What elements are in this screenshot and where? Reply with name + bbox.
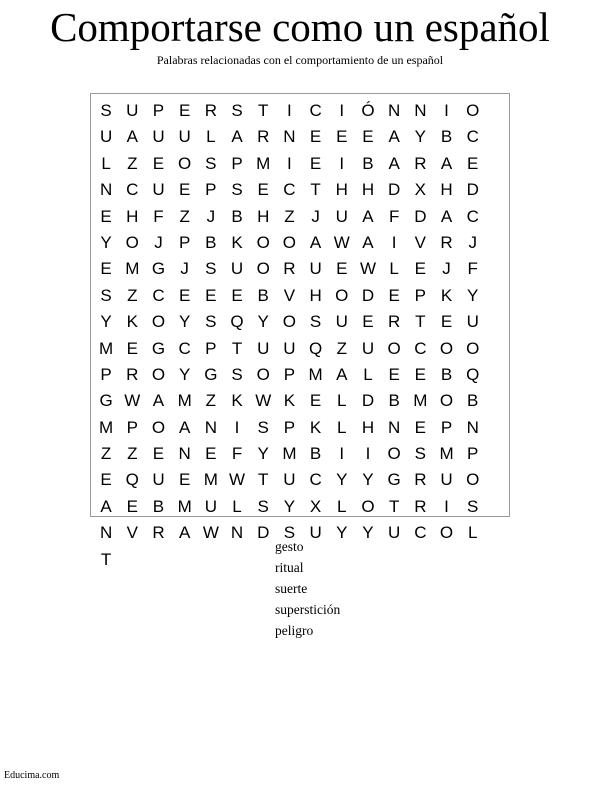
grid-letter: B bbox=[388, 391, 400, 411]
grid-letter: A bbox=[362, 232, 374, 252]
grid-letter: F bbox=[388, 206, 400, 226]
grid-letter: M bbox=[177, 496, 192, 516]
grid-letter: E bbox=[414, 259, 427, 279]
grid-letter: K bbox=[126, 312, 138, 332]
grid-letter: R bbox=[414, 470, 427, 490]
grid-letter: M bbox=[282, 444, 297, 464]
grid-letter: Y bbox=[100, 232, 112, 252]
grid-letter: G bbox=[387, 470, 401, 490]
grid-letter: G bbox=[204, 364, 218, 384]
grid-letter: G bbox=[99, 391, 113, 411]
grid-letter: O bbox=[151, 312, 166, 332]
grid-letter: D bbox=[466, 180, 479, 200]
grid-letter: Y bbox=[362, 470, 374, 490]
grid-letter: S bbox=[309, 312, 322, 332]
grid-letter: Z bbox=[127, 444, 138, 464]
grid-letter: Y bbox=[100, 312, 112, 332]
grid-letter: J bbox=[442, 259, 451, 279]
grid-letter: U bbox=[152, 127, 165, 147]
grid-letter: L bbox=[206, 127, 216, 147]
grid-letter: E bbox=[178, 470, 191, 490]
grid-letter: T bbox=[415, 312, 426, 332]
grid-letter: E bbox=[388, 364, 400, 384]
grid-letter: P bbox=[205, 338, 217, 358]
grid-letter: A bbox=[440, 206, 453, 226]
grid-letter: P bbox=[100, 364, 112, 384]
grid-letter: E bbox=[205, 285, 217, 305]
grid-letter: O bbox=[282, 232, 297, 252]
grid-letter: Z bbox=[179, 206, 190, 226]
grid-letter: O bbox=[125, 232, 139, 252]
grid-letter: S bbox=[414, 444, 427, 464]
grid-letter: P bbox=[283, 364, 296, 384]
grid-letter: A bbox=[178, 417, 191, 437]
grid-letter: Y bbox=[257, 444, 269, 464]
grid-letter: E bbox=[178, 101, 191, 120]
grid-letter: S bbox=[231, 180, 243, 200]
grid-letter: M bbox=[308, 364, 323, 384]
grid-letter: C bbox=[126, 180, 139, 200]
grid-letter: C bbox=[283, 180, 296, 200]
grid-letter: L bbox=[101, 153, 111, 173]
grid-letter: S bbox=[257, 496, 269, 516]
grid-letter: C bbox=[178, 338, 191, 358]
grid-letter: E bbox=[309, 391, 322, 411]
grid-letter: E bbox=[257, 180, 269, 200]
grid-letter: X bbox=[414, 180, 427, 200]
grid-letter: J bbox=[468, 232, 477, 252]
grid-letter: Z bbox=[284, 206, 295, 226]
grid-letter: S bbox=[100, 101, 112, 120]
grid-letter: T bbox=[388, 496, 400, 516]
grid-letter: R bbox=[388, 312, 401, 332]
grid-letter: K bbox=[440, 285, 453, 305]
grid-letter: B bbox=[467, 391, 479, 411]
grid-letter: W bbox=[255, 391, 272, 411]
grid-letter: I bbox=[234, 417, 240, 437]
grid-letter: S bbox=[467, 496, 479, 516]
grid-letter: Y bbox=[178, 312, 191, 332]
grid-letter: R bbox=[204, 101, 217, 120]
grid-letter: H bbox=[126, 206, 139, 226]
grid-letter: U bbox=[257, 338, 270, 358]
grid-letter: E bbox=[178, 180, 191, 200]
grid-letter: P bbox=[152, 101, 165, 120]
grid-letter: O bbox=[439, 391, 454, 411]
grid-letter: O bbox=[151, 364, 166, 384]
grid-letter: H bbox=[440, 180, 453, 200]
grid-letter: E bbox=[336, 259, 348, 279]
grid-letter: W bbox=[333, 232, 350, 252]
grid-letter: S bbox=[205, 153, 217, 173]
grid-letter: P bbox=[414, 285, 427, 305]
grid-letter: U bbox=[283, 470, 296, 490]
grid-letter: E bbox=[231, 285, 243, 305]
grid-letter: P bbox=[205, 180, 217, 200]
page-subtitle: Palabras relacionadas con el comportamiento de un español bbox=[156, 53, 444, 67]
grid-letter: B bbox=[440, 364, 453, 384]
grid-letter: O bbox=[387, 338, 401, 358]
grid-letter: O bbox=[282, 312, 297, 332]
grid-letter: E bbox=[362, 312, 374, 332]
grid-letter: E bbox=[126, 338, 138, 358]
grid-letter: U bbox=[283, 338, 296, 358]
grid-letter: K bbox=[231, 391, 243, 411]
grid-letter: F bbox=[231, 444, 243, 464]
grid-letter: W bbox=[229, 470, 246, 490]
grid-letter: I bbox=[287, 153, 292, 173]
grid-letter: E bbox=[362, 127, 374, 147]
grid-letter: Q bbox=[466, 364, 480, 384]
grid-letter: S bbox=[205, 259, 217, 279]
grid-letter: E bbox=[152, 153, 165, 173]
grid-letter: L bbox=[363, 364, 373, 384]
grid-letter: U bbox=[152, 470, 165, 490]
grid-letter: R bbox=[257, 127, 270, 147]
grid-letter: I bbox=[444, 101, 449, 120]
grid-letter: P bbox=[467, 444, 479, 464]
grid-letter: Y bbox=[257, 312, 269, 332]
grid-letter: C bbox=[309, 470, 322, 490]
word-list-item: peligro bbox=[275, 623, 314, 638]
grid-letter: B bbox=[309, 444, 322, 464]
grid-letter: N bbox=[388, 101, 401, 120]
grid-letter: J bbox=[180, 259, 189, 279]
grid-letter: B bbox=[205, 232, 217, 252]
grid-letter: A bbox=[178, 523, 191, 543]
grid-letter: C bbox=[152, 285, 165, 305]
grid-letter: U bbox=[466, 312, 479, 332]
grid-letter: U bbox=[440, 470, 453, 490]
word-list-item: ritual bbox=[275, 560, 304, 575]
grid-letter: V bbox=[414, 232, 427, 252]
grid-letter: O bbox=[466, 101, 480, 120]
grid-letter: V bbox=[283, 285, 296, 305]
grid-letter: H bbox=[335, 180, 348, 200]
grid-letter: B bbox=[257, 285, 269, 305]
grid-letter: N bbox=[414, 101, 427, 120]
grid-letter: E bbox=[100, 259, 112, 279]
grid-letter: O bbox=[439, 523, 454, 543]
page-title: Comportarse como un español bbox=[50, 4, 550, 50]
grid-letter: A bbox=[388, 153, 400, 173]
word-list-item: gesto bbox=[275, 539, 304, 554]
grid-letter: E bbox=[100, 206, 112, 226]
grid-letter: T bbox=[100, 549, 112, 569]
grid-letter: Q bbox=[230, 312, 244, 332]
grid-letter: U bbox=[335, 312, 348, 332]
grid-letter: S bbox=[231, 101, 243, 120]
grid-letter: C bbox=[466, 127, 479, 147]
grid-letter: O bbox=[335, 285, 349, 305]
grid-letter: E bbox=[388, 285, 400, 305]
grid-letter: I bbox=[287, 101, 292, 120]
grid-letter: L bbox=[389, 259, 399, 279]
grid-letter: I bbox=[339, 444, 345, 464]
grid-letter: X bbox=[309, 496, 322, 516]
grid-letter: Y bbox=[178, 364, 191, 384]
grid-letter: E bbox=[467, 153, 479, 173]
grid-letter: E bbox=[178, 285, 191, 305]
grid-letter: L bbox=[467, 523, 478, 543]
grid-letter: A bbox=[100, 496, 112, 516]
grid-letter: N bbox=[388, 417, 401, 437]
grid-letter: D bbox=[388, 180, 401, 200]
grid-letter: W bbox=[202, 523, 219, 543]
grid-letter: K bbox=[283, 391, 296, 411]
grid-letter: U bbox=[230, 259, 244, 279]
grid-letter: D bbox=[361, 285, 375, 305]
grid-letter: B bbox=[362, 153, 374, 173]
grid-letter: I bbox=[444, 496, 449, 516]
grid-letter: R bbox=[126, 364, 139, 384]
grid-letter: O bbox=[466, 470, 480, 490]
grid-letter: Z bbox=[205, 391, 217, 411]
grid-letter: N bbox=[466, 417, 479, 437]
grid-letter: M bbox=[256, 153, 271, 173]
grid-letter: M bbox=[177, 391, 192, 411]
grid-letter: P bbox=[126, 417, 138, 437]
grid-letter: J bbox=[311, 206, 320, 226]
grid-letter: L bbox=[337, 496, 347, 516]
grid-letter: C bbox=[309, 101, 322, 120]
grid-letter: U bbox=[361, 338, 375, 358]
grid-letter: P bbox=[283, 417, 296, 437]
grid-letter: I bbox=[339, 153, 345, 173]
grid-letter: U bbox=[335, 206, 348, 226]
grid-letter: C bbox=[466, 206, 479, 226]
grid-letter: D bbox=[257, 523, 270, 543]
grid-letter: U bbox=[204, 496, 217, 516]
grid-letter: A bbox=[388, 127, 400, 147]
grid-letter: U bbox=[388, 523, 401, 543]
grid-letter: H bbox=[257, 206, 270, 226]
grid-letter: F bbox=[467, 259, 478, 279]
grid-letter: A bbox=[362, 206, 374, 226]
grid-letter: E bbox=[414, 417, 427, 437]
grid-letter: U bbox=[99, 127, 113, 147]
grid-letter: F bbox=[153, 206, 164, 226]
grid-letter: D bbox=[361, 391, 375, 411]
grid-letter: C bbox=[414, 523, 427, 543]
grid-letter: U bbox=[178, 127, 191, 147]
grid-letter: M bbox=[439, 444, 454, 464]
grid-letter: E bbox=[309, 127, 322, 147]
word-list-item: suerte bbox=[275, 581, 308, 596]
grid-letter: I bbox=[339, 101, 345, 120]
grid-letter: G bbox=[151, 259, 166, 279]
grid-letter: B bbox=[440, 127, 453, 147]
grid-letter: O bbox=[178, 153, 192, 173]
letter-grid bbox=[93, 98, 486, 573]
grid-letter: E bbox=[440, 312, 453, 332]
grid-letter: O bbox=[466, 338, 480, 358]
grid-letter: T bbox=[310, 180, 321, 200]
grid-letter: Z bbox=[127, 153, 138, 173]
grid-letter: T bbox=[231, 338, 243, 358]
grid-letter: A bbox=[336, 364, 348, 384]
grid-letter: M bbox=[203, 470, 218, 490]
grid-letter: P bbox=[440, 417, 453, 437]
grid-letter: W bbox=[124, 391, 141, 411]
grid-letter: O bbox=[439, 338, 454, 358]
grid-letter: R bbox=[440, 232, 453, 252]
grid-letter: O bbox=[256, 232, 270, 252]
grid-letter: U bbox=[152, 180, 165, 200]
grid-letter: E bbox=[152, 444, 165, 464]
grid-letter: S bbox=[257, 417, 269, 437]
grid-letter: A bbox=[309, 232, 322, 252]
grid-letter: Z bbox=[127, 285, 138, 305]
grid-letter: S bbox=[100, 285, 112, 305]
grid-letter: O bbox=[256, 364, 270, 384]
grid-letter: U bbox=[126, 101, 139, 120]
grid-letter: O bbox=[256, 259, 270, 279]
grid-letter: N bbox=[99, 523, 113, 543]
word-list bbox=[275, 536, 340, 641]
grid-letter: V bbox=[126, 523, 138, 543]
grid-letter: M bbox=[99, 338, 114, 358]
grid-letter: I bbox=[391, 232, 397, 252]
grid-letter: O bbox=[151, 417, 166, 437]
grid-letter: H bbox=[309, 285, 322, 305]
grid-letter: L bbox=[337, 391, 347, 411]
grid-letter: E bbox=[100, 470, 112, 490]
grid-letter: M bbox=[99, 417, 114, 437]
grid-letter: R bbox=[152, 523, 165, 543]
grid-letter: N bbox=[283, 127, 296, 147]
grid-letter: D bbox=[414, 206, 427, 226]
grid-letter: S bbox=[231, 364, 243, 384]
grid-letter: U bbox=[309, 523, 322, 543]
grid-letter: Q bbox=[308, 338, 323, 358]
grid-letter: A bbox=[152, 391, 165, 411]
grid-letter: R bbox=[414, 153, 427, 173]
grid-letter: G bbox=[151, 338, 166, 358]
grid-letter: A bbox=[126, 127, 138, 147]
grid-letter: Y bbox=[336, 523, 348, 543]
grid-letter: Y bbox=[414, 127, 427, 147]
grid-letter: K bbox=[309, 417, 322, 437]
grid-letter: E bbox=[309, 153, 322, 173]
grid-letter: E bbox=[414, 364, 427, 384]
grid-letter: S bbox=[283, 523, 296, 543]
grid-letter: Z bbox=[336, 338, 347, 358]
grid-letter: C bbox=[414, 338, 427, 358]
grid-letter: M bbox=[413, 391, 428, 411]
grid-letter: K bbox=[231, 232, 243, 252]
grid-letter: A bbox=[440, 153, 453, 173]
grid-letter: P bbox=[231, 153, 243, 173]
grid-letter: E bbox=[336, 127, 348, 147]
grid-letter: N bbox=[99, 180, 113, 200]
grid-letter: Z bbox=[100, 444, 112, 464]
grid-letter: Y bbox=[362, 523, 374, 543]
grid-letter: Q bbox=[125, 470, 139, 490]
grid-letter: Ó bbox=[361, 101, 375, 120]
grid-letter: P bbox=[178, 232, 191, 252]
grid-letter: Y bbox=[336, 470, 348, 490]
grid-letter: I bbox=[365, 444, 371, 464]
grid-letter: N bbox=[230, 523, 244, 543]
grid-letter: U bbox=[309, 259, 322, 279]
grid-letter: L bbox=[232, 496, 242, 516]
grid-letter: W bbox=[359, 259, 376, 279]
grid-letter: R bbox=[283, 259, 296, 279]
grid-letter: Y bbox=[283, 496, 296, 516]
grid-letter: M bbox=[125, 259, 140, 279]
grid-letter: N bbox=[178, 444, 191, 464]
grid-letter: N bbox=[204, 417, 217, 437]
grid-letter: T bbox=[258, 470, 269, 490]
word-list-item: superstición bbox=[275, 602, 341, 617]
grid-letter: O bbox=[361, 496, 375, 516]
grid-letter: J bbox=[206, 206, 216, 226]
grid-letter: O bbox=[387, 444, 401, 464]
grid-letter: H bbox=[361, 180, 375, 200]
grid-letter: A bbox=[231, 127, 243, 147]
grid-letter: E bbox=[126, 496, 138, 516]
grid-letter: L bbox=[337, 417, 347, 437]
grid-letter: B bbox=[231, 206, 243, 226]
footer-credit: Educima.com bbox=[4, 770, 60, 781]
grid-letter: E bbox=[205, 444, 217, 464]
grid-letter: T bbox=[258, 101, 269, 120]
grid-letter: S bbox=[205, 312, 217, 332]
grid-letter: B bbox=[152, 496, 165, 516]
grid-letter: H bbox=[361, 417, 375, 437]
grid-letter: J bbox=[154, 232, 163, 252]
grid-letter: Y bbox=[467, 285, 479, 305]
grid-letter: R bbox=[414, 496, 427, 516]
